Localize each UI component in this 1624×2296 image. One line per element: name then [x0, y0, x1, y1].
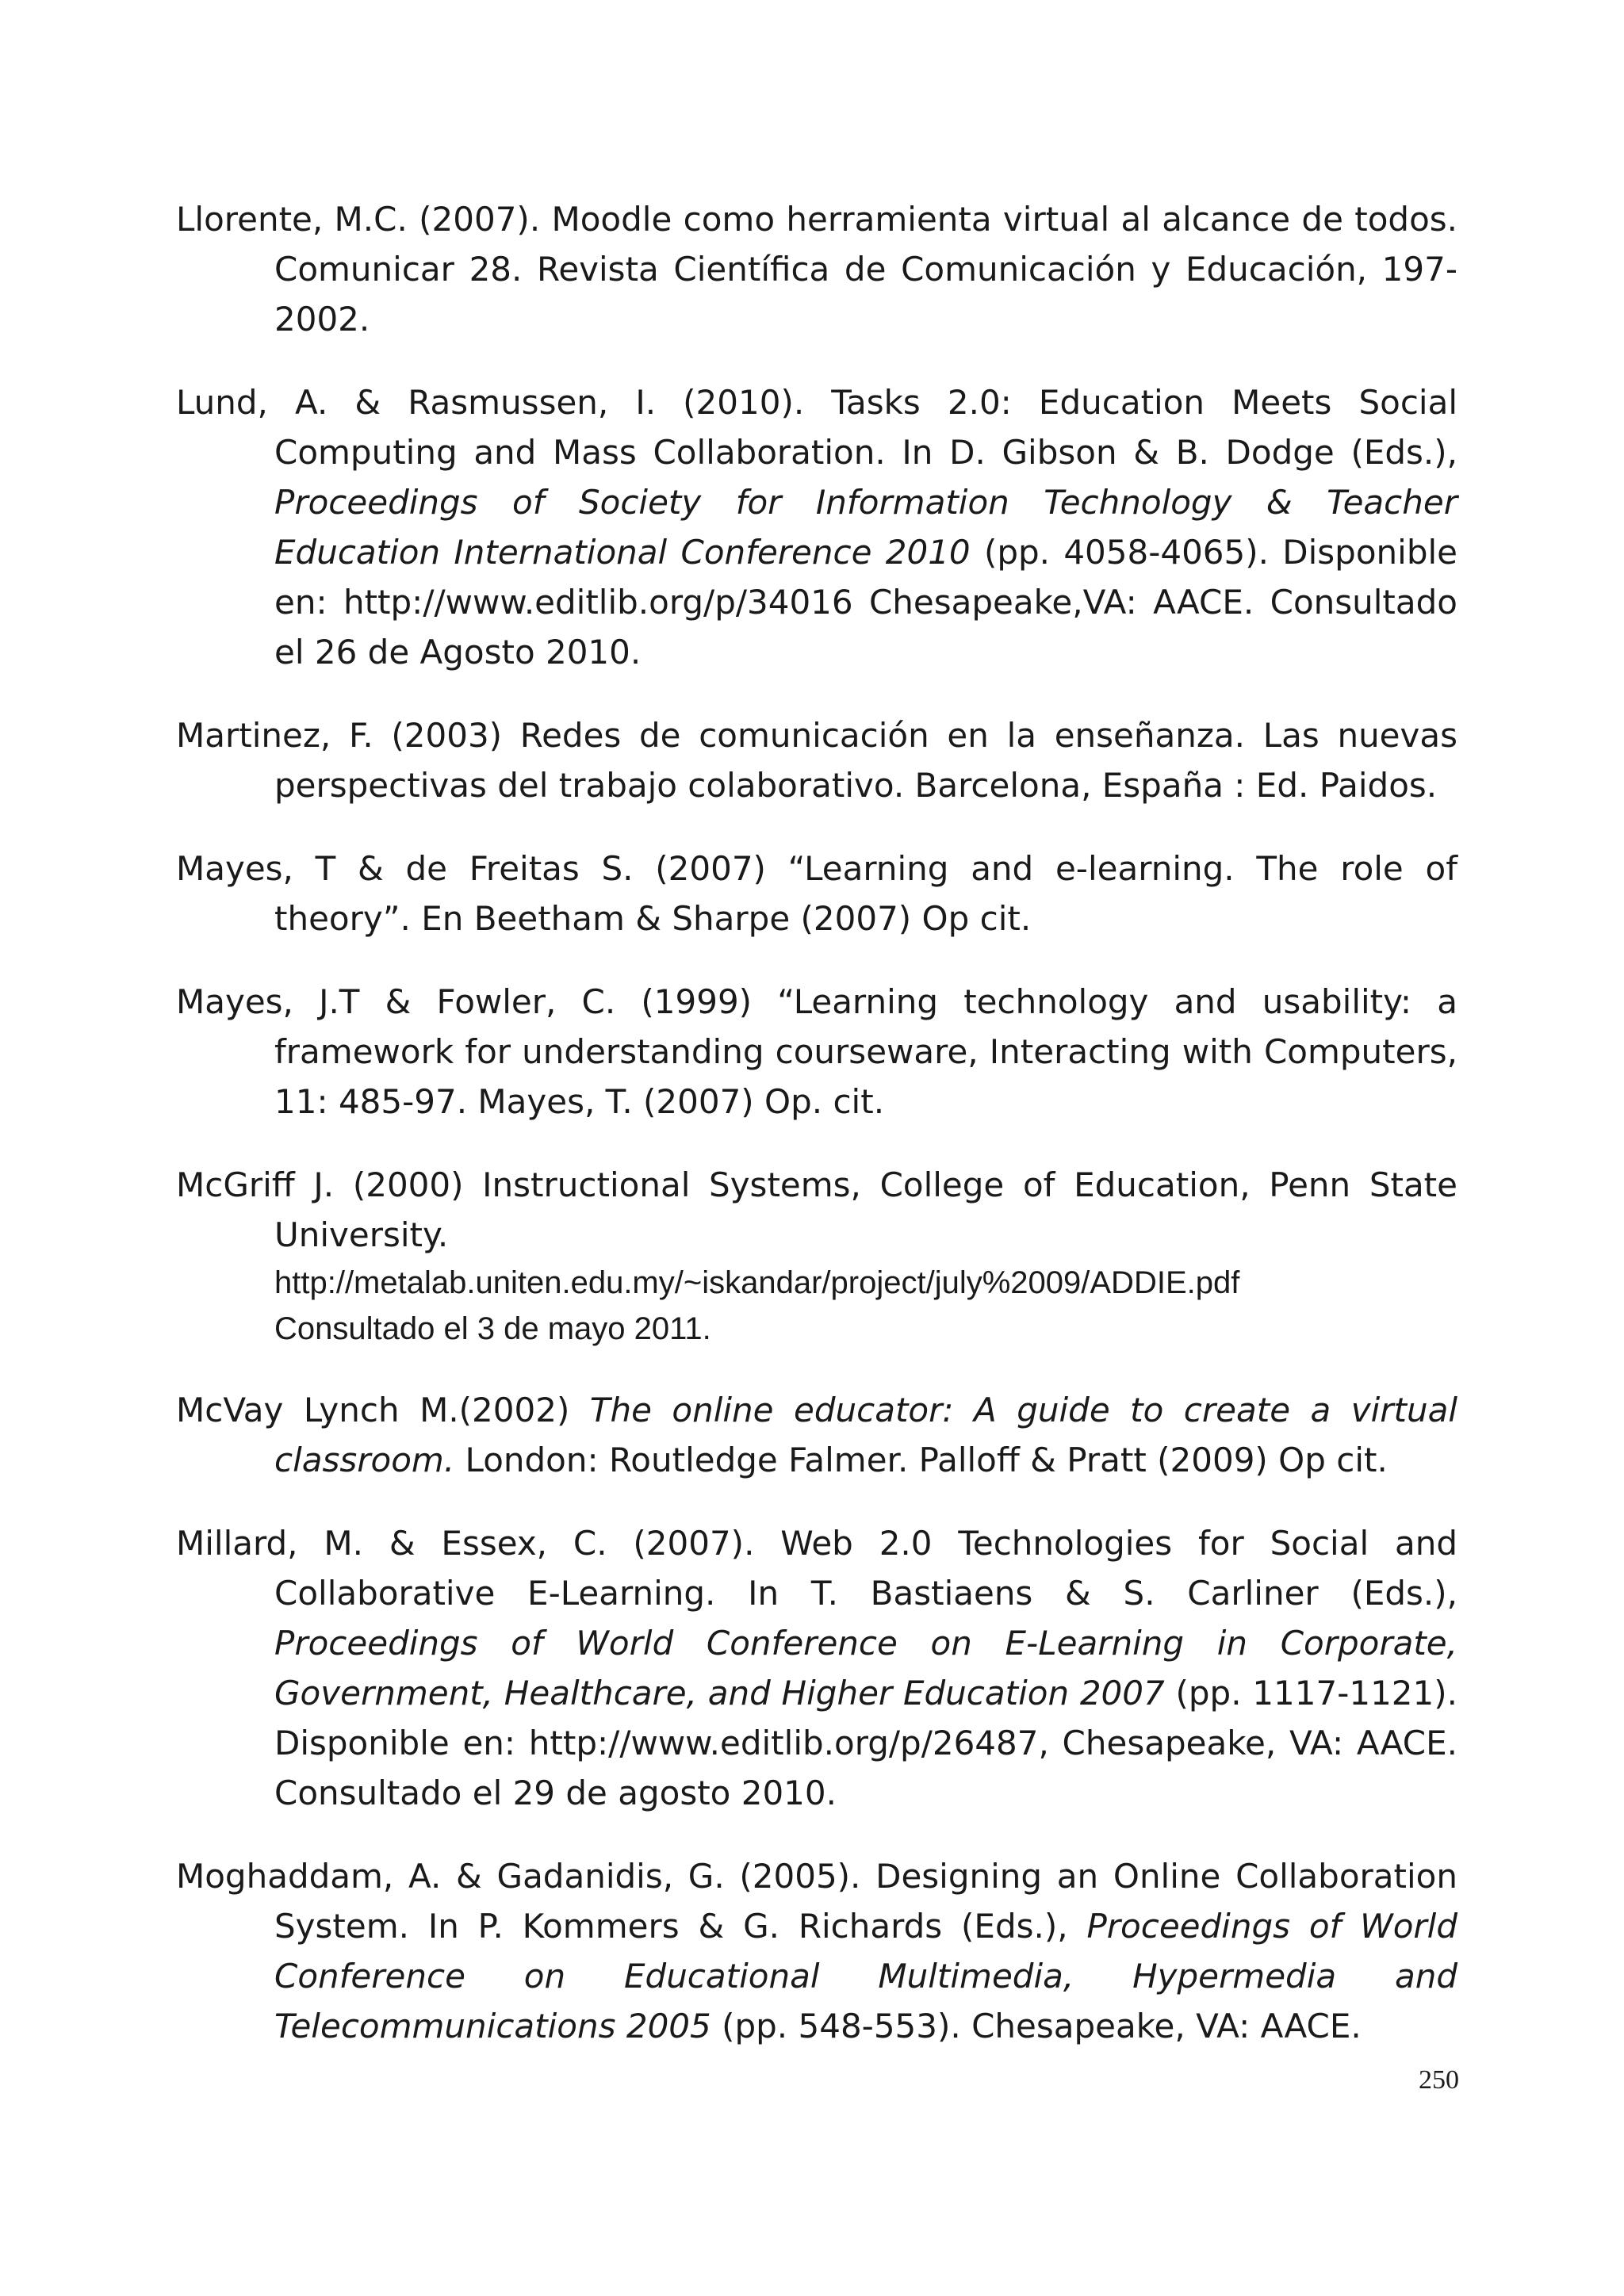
reference-text: Moghaddam, A. & Gadanidis, G. (2005). Designing an Online Collaboration System. In P. Kommers & G. Richards (Eds.),: [176, 1857, 1457, 1946]
reference-text: Martinez, F. (2003) Redes de comunicación en la enseñanza. Las nuevas perspectivas del trabajo colaborativo. Barcelona, España : Ed. Paidos.: [176, 716, 1457, 805]
reference-entry: [176, 844, 1457, 943]
page-number: 250: [1419, 2065, 1459, 2095]
reference-text: Lund, A. & Rasmussen, I. (2010). Tasks 2.0: Education Meets Social Computing and Mass Collaboration. In D. Gibson & B. Dodge (Eds.),: [176, 383, 1457, 472]
reference-entry: [176, 377, 1457, 677]
reference-consulted: Consultado el 3 de mayo 2011.: [274, 1311, 711, 1346]
reference-url[interactable]: http://metalab.uniten.edu.my/~iskandar/project/july%2009/ADDIE.pdf: [274, 1265, 1240, 1300]
reference-text: McGriff J. (2000) Instructional Systems, College of Education, Penn State University.: [176, 1165, 1457, 1254]
reference-entry: [176, 1385, 1457, 1485]
reference-title-italic: Proceedings of World Conference on E-Learning in Corporate, Government, Healthcare, and Higher Education 2007: [274, 1624, 1457, 1712]
reference-entry: [176, 977, 1457, 1127]
reference-text: Llorente, M.C. (2007). Moodle como herramienta virtual al alcance de todos. Comunicar 28. Revista Científica de Comunicación y Educación, 197-2002.: [176, 200, 1457, 339]
reference-entry: [176, 1518, 1457, 1818]
reference-text: Millard, M. & Essex, C. (2007). Web 2.0 Technologies for Social and Collaborative E-Learning. In T. Bastiaens & S. Carliner (Eds.),: [176, 1524, 1457, 1613]
reference-text: London: Routledge Falmer. Palloff & Pratt (2009) Op cit.: [454, 1441, 1388, 1479]
reference-entry: [176, 1160, 1457, 1352]
reference-text: (pp. 4058-4065). Disponible en: http://www.editlib.org/p/34016 Chesapeake,VA: AACE. Consultado el 26 de Agosto 2010.: [274, 533, 1457, 672]
reference-entry: [176, 194, 1457, 344]
reference-entry: [176, 1851, 1457, 2051]
reference-list: [176, 194, 1457, 2084]
reference-text: Mayes, T & de Freitas S. (2007) “Learning and e-learning. The role of theory”. En Beetham & Sharpe (2007) Op cit.: [176, 849, 1457, 938]
reference-text: (pp. 548-553). Chesapeake, VA: AACE.: [710, 2007, 1362, 2045]
reference-title-italic: The online educator: A guide to create a virtual classroom.: [274, 1391, 1458, 1479]
reference-title-italic: Proceedings of Society for Information Technology & Teacher Education International Conference 2010: [274, 483, 1457, 572]
reference-text: (pp. 1117-1121). Disponible en: http://www.editlib.org/p/26487, Chesapeake, VA: AACE. Consultado el 29 de agosto 2010.: [274, 1674, 1457, 1812]
reference-title-italic: Proceedings of World Conference on Educational Multimedia, Hypermedia and Telecommunications 2005: [274, 1907, 1457, 2045]
reference-text: Mayes, J.T & Fowler, C. (1999) “Learning technology and usability: a framework for understanding courseware, Interacting with Computers, 11: 485-97. Mayes, T. (2007) Op. cit.: [176, 982, 1457, 1121]
reference-entry: [176, 710, 1457, 810]
reference-text: McVay Lynch M.(2002): [176, 1391, 590, 1429]
